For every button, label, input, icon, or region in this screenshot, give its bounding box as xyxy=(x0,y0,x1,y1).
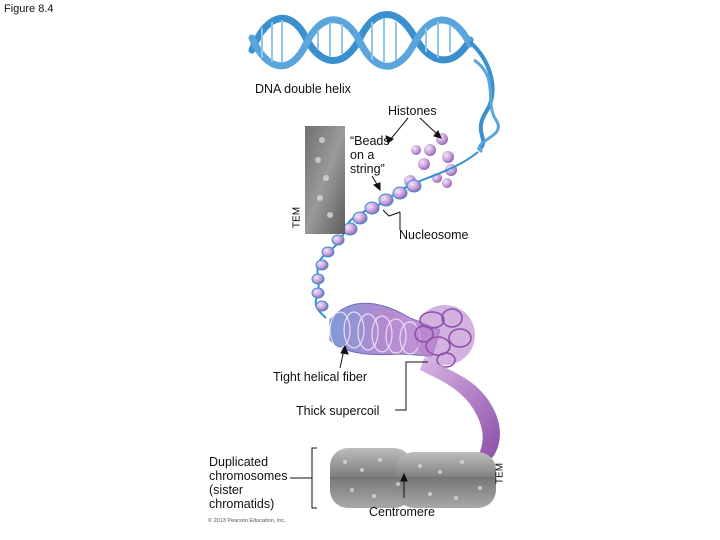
label-duplicated-chromosomes xyxy=(209,455,288,511)
label-dup-line-3: (sister xyxy=(209,483,244,497)
label-beads-line-3: string” xyxy=(350,162,385,176)
label-tem-top: TEM xyxy=(291,206,303,229)
label-centromere: Centromere xyxy=(369,505,435,519)
label-histones: Histones xyxy=(388,104,437,118)
label-dna-double-helix: DNA double helix xyxy=(255,82,351,96)
label-tem-bottom: TEM xyxy=(494,462,506,485)
label-nucleosome: Nucleosome xyxy=(399,228,469,242)
label-beads-on-a-string xyxy=(350,134,390,176)
figure-label: Figure 8.4 xyxy=(4,3,54,15)
label-beads-line-2: on a xyxy=(350,148,375,162)
label-thick-supercoil: Thick supercoil xyxy=(296,404,380,418)
label-dup-line-4: chromatids) xyxy=(209,497,275,511)
copyright-notice: © 2013 Pearson Education, Inc. xyxy=(208,518,286,524)
label-tight-helical-fiber: Tight helical fiber xyxy=(273,370,368,384)
thick-supercoil xyxy=(415,305,500,458)
label-beads-line-1: “Beads xyxy=(350,134,390,148)
label-dup-line-2: chromosomes xyxy=(209,469,288,483)
label-dup-line-1: Duplicated xyxy=(209,455,269,469)
duplicated-chromosomes xyxy=(330,448,496,508)
